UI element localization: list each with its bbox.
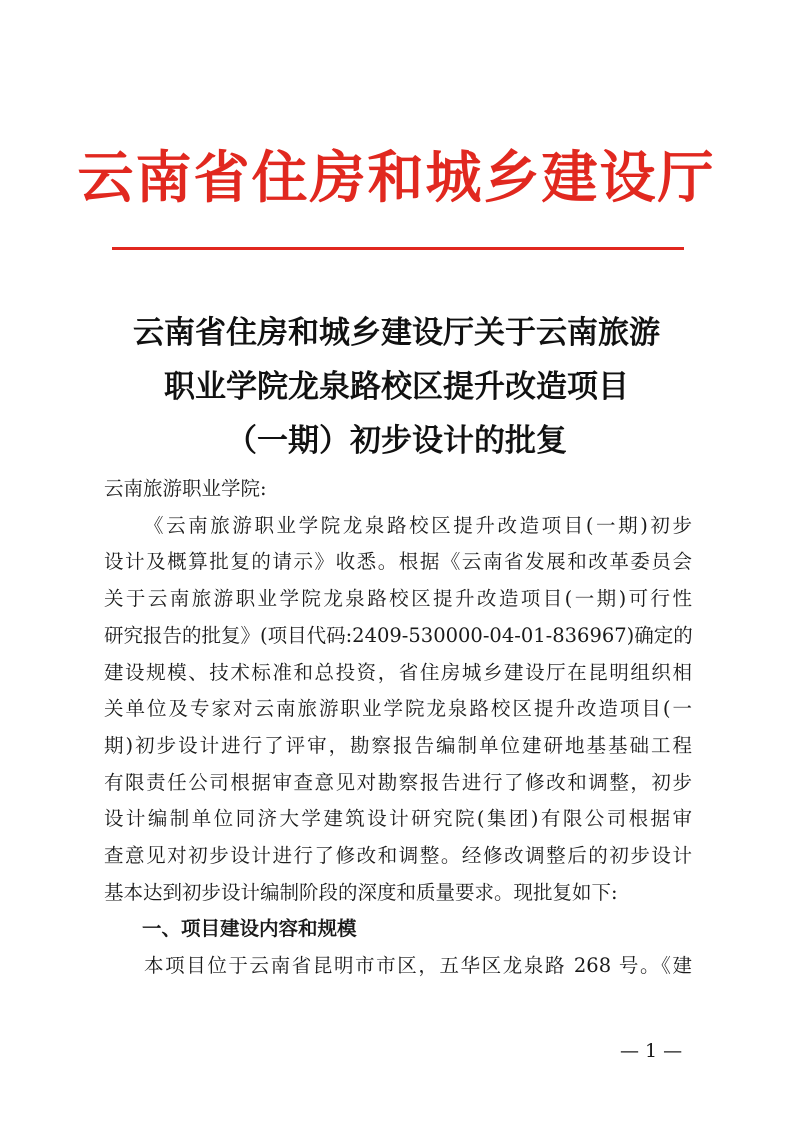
paragraph-request-review xyxy=(104,508,692,912)
title-line: （一期）初步设计的批复 xyxy=(226,423,567,459)
body-line: 《云南旅游职业学院龙泉路校区提升改造项目(一期)初步 xyxy=(144,513,692,537)
body-line: 设计编制单位同济大学建筑设计研究院(集团)有限公司根据审 xyxy=(104,807,692,831)
document-body xyxy=(104,471,692,985)
title-line: 职业学院龙泉路校区提升改造项目 xyxy=(164,369,629,405)
body-line: 建设规模、技术标准和总投资，省住房城乡建设厅在昆明组织相 xyxy=(104,660,692,684)
title-line: 云南省住房和城乡建设厅关于云南旅游 xyxy=(133,315,660,351)
letterhead-red-rule xyxy=(112,247,684,250)
agency-letterhead: 云南省住房和城乡建设厅 xyxy=(77,145,716,211)
section-heading: 一、项目建设内容和规模 xyxy=(142,917,357,941)
page-number: — 1 — xyxy=(620,1040,683,1062)
body-line: 本项目位于云南省昆明市市区，五华区龙泉路 268 号。《建 xyxy=(144,954,692,978)
body-line: 有限责任公司根据审查意见对勘察报告进行了修改和调整，初步 xyxy=(104,770,692,794)
body-line: 期)初步设计进行了评审，勘察报告编制单位建研地基基础工程 xyxy=(104,733,692,757)
body-line: 查意见对初步设计进行了修改和调整。经修改调整后的初步设计 xyxy=(104,844,692,868)
body-line: 设计及概算批复的请示》收悉。根据《云南省发展和改革委员会 xyxy=(104,550,692,574)
body-line: 关单位及专家对云南旅游职业学院龙泉路校区提升改造项目(一 xyxy=(104,697,692,721)
body-line: 关于云南旅游职业学院龙泉路校区提升改造项目(一期)可行性 xyxy=(104,587,692,611)
document-title xyxy=(0,306,793,468)
body-line: 基本达到初步设计编制阶段的深度和质量要求。现批复如下: xyxy=(104,880,618,904)
salutation: 云南旅游职业学院: xyxy=(104,477,267,500)
body-line: 研究报告的批复》(项目代码:2409-530000-04-01-836967)确定的 xyxy=(104,623,693,647)
